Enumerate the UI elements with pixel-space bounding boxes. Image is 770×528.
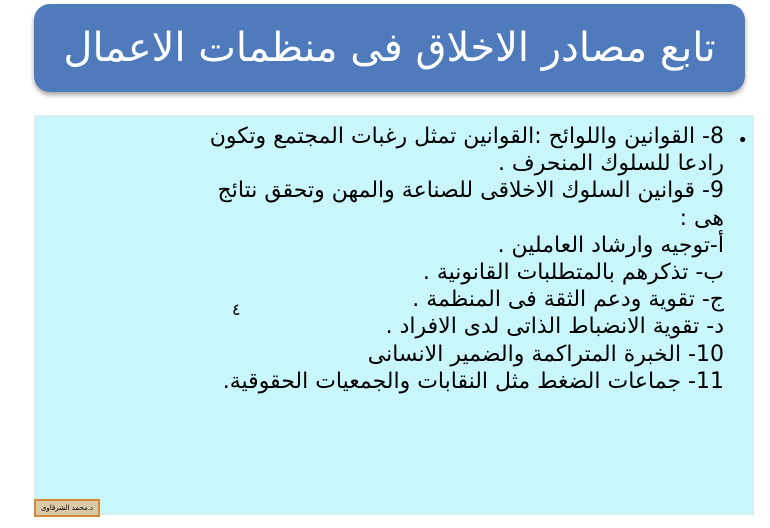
content-line: ج- تقوية ودعم الثقة فى المنظمة . [412,287,724,313]
title-banner [34,4,745,92]
content-line: 8- القوانين واللوائح :القوانين تمثل رغبات المجتمع وتكون [209,124,724,149]
author-badge: د.محمد الشرقاوى [34,499,100,517]
content-line: هى : [679,205,724,231]
content-line: أ-توجيه وارشاد العاملين . [497,232,724,258]
content-line: 10- الخبرة المتراكمة والضمير الانسانى [367,341,724,367]
content-line: رادعا للسلوك المنحرف . [497,151,724,177]
content-line: د- تقوية الانضباط الذاتى لدى الافراد . [385,314,724,340]
slide-title: تابع مصادر الاخلاق فى منظمات الاعمال [63,25,716,71]
content-list [44,123,724,395]
content-line: 11- جماعات الضغط مثل النقابات والجمعيات الحقوقية. [222,368,724,394]
content-line: 9- قوانين السلوك الاخلاقى للصناعة والمهن وتحقق نتائج [217,178,724,204]
content-box [34,115,754,515]
bullet-point: • [737,130,748,151]
page-number: ٤ [232,300,241,319]
content-line: ب- تذكرهم بالمتطلبات القانونية . [422,260,724,286]
